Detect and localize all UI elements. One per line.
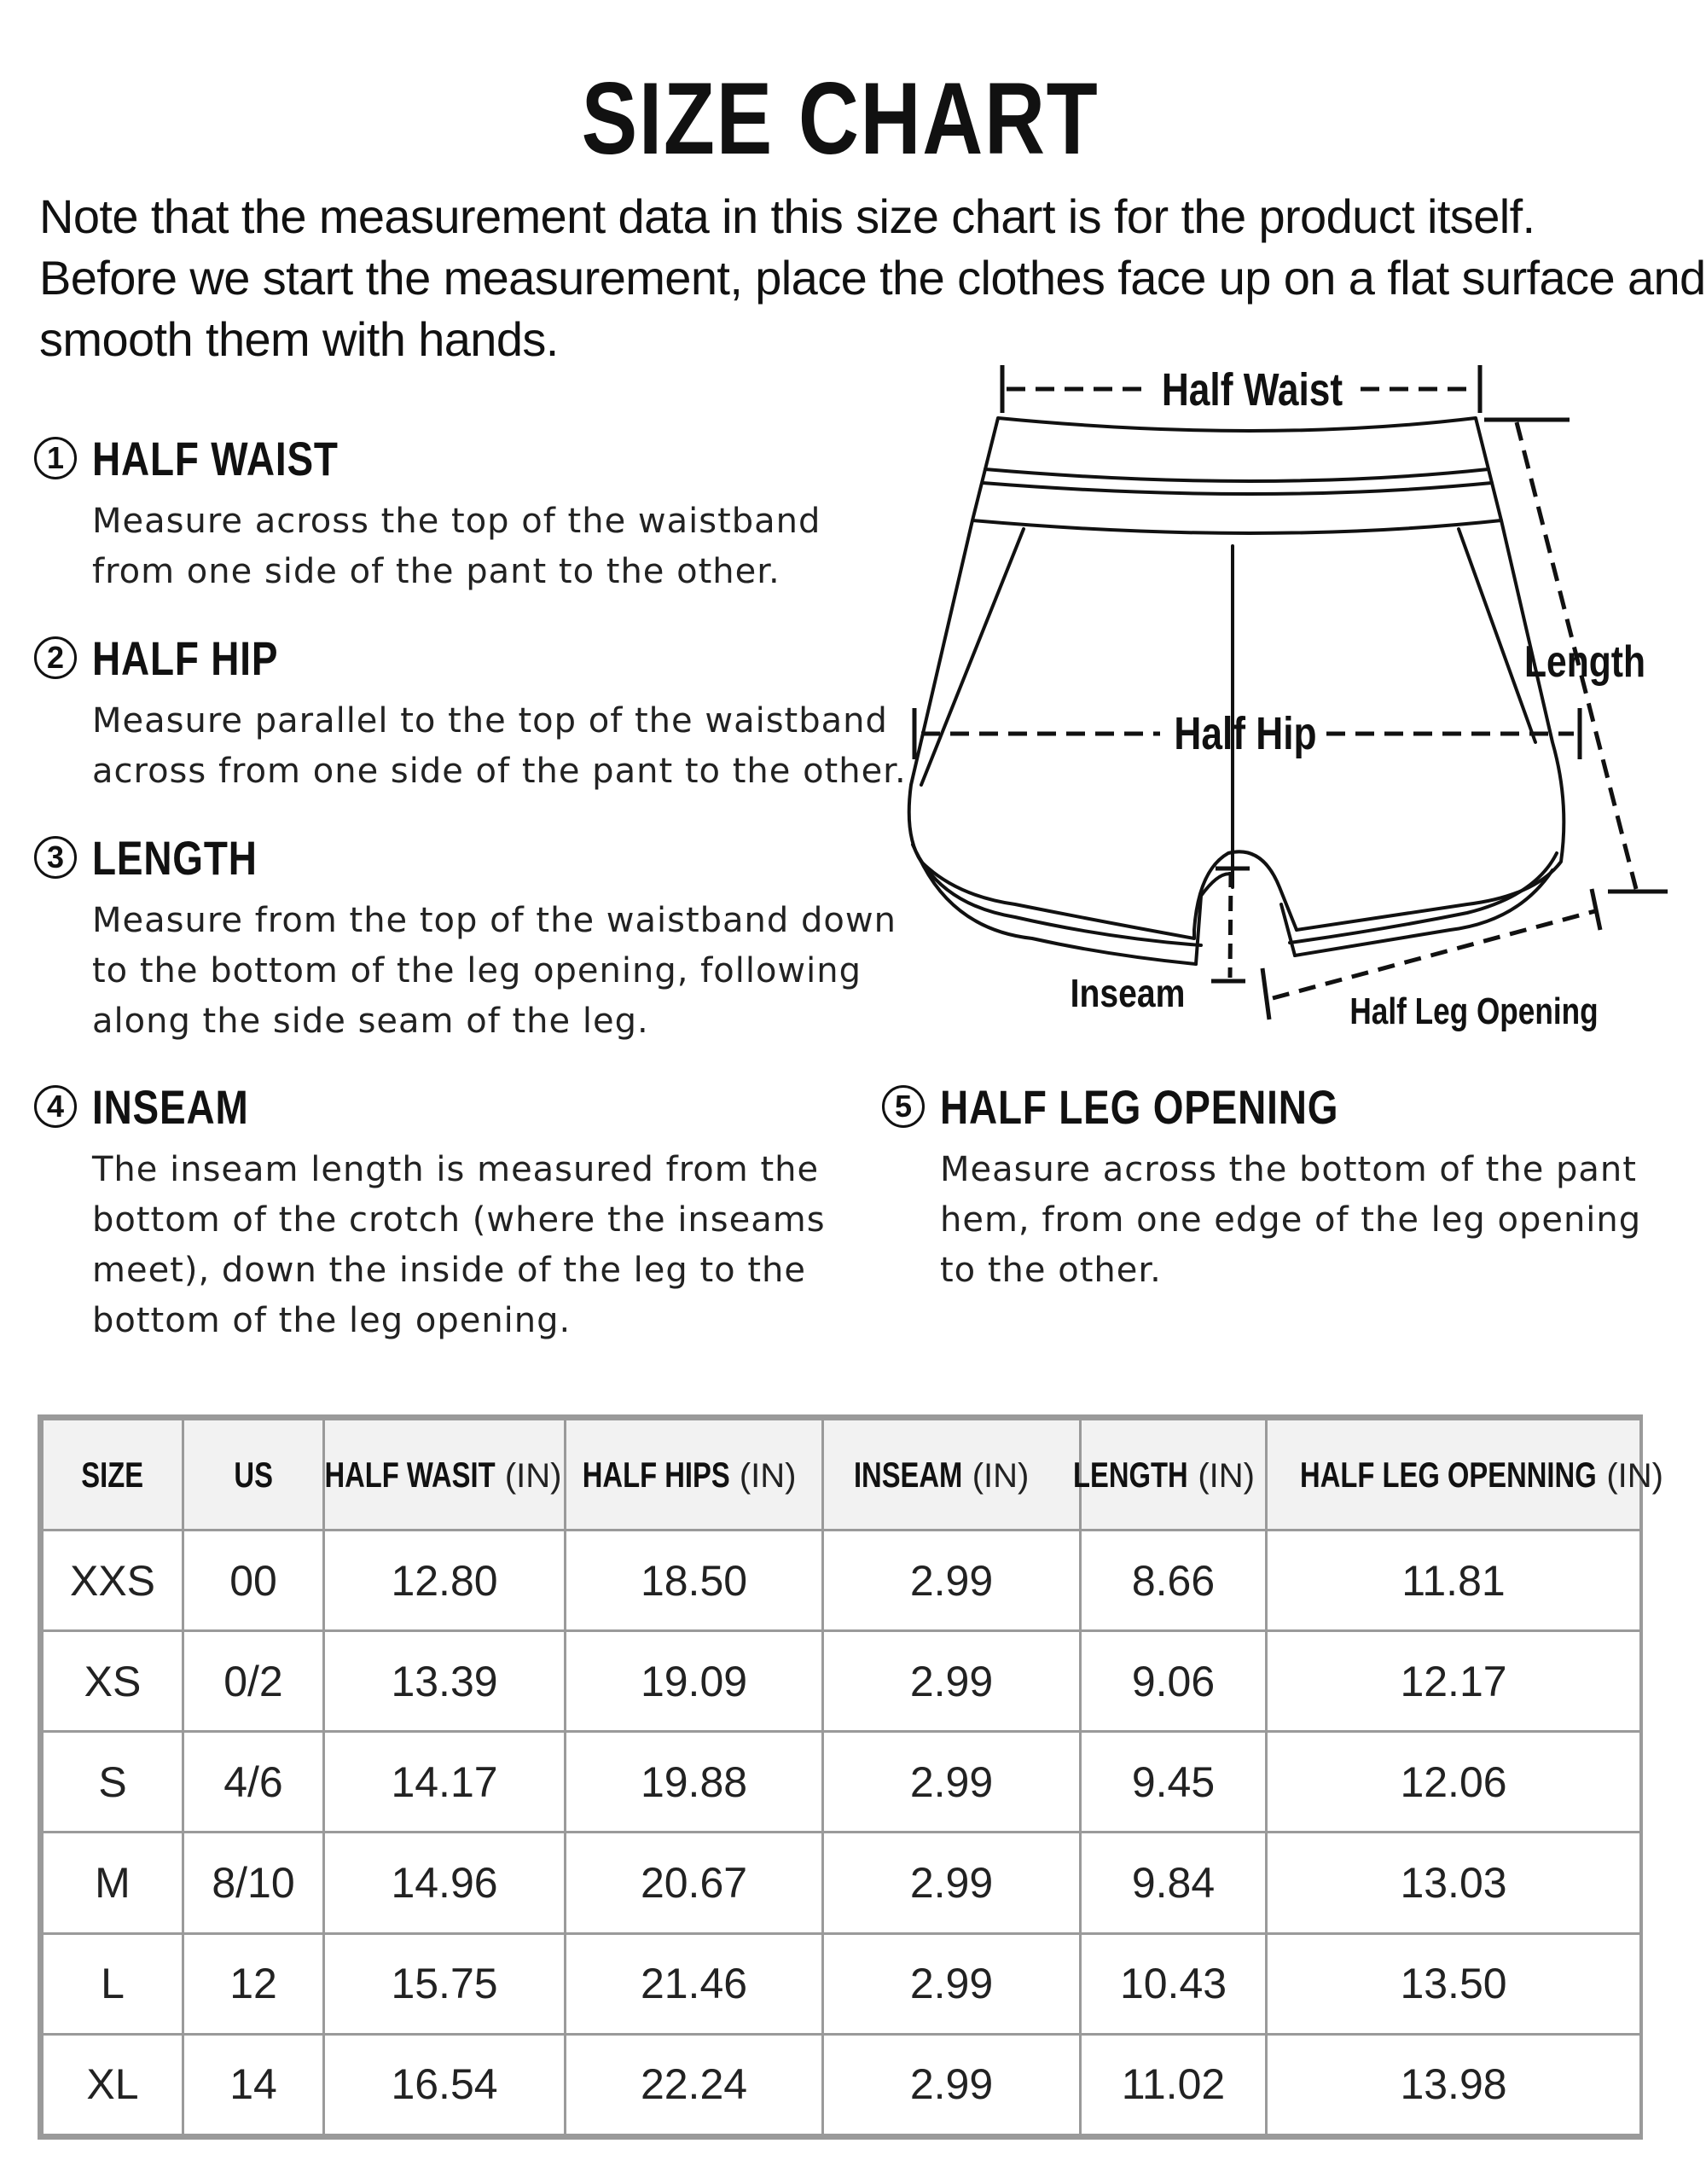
cell-us: 4/6 <box>183 1732 324 1833</box>
cell-length: 9.84 <box>1081 1833 1267 1933</box>
cell-us: 00 <box>183 1531 324 1631</box>
header-half-hips: HALF HIPS (IN) <box>566 1420 823 1531</box>
section-length <box>34 831 897 1047</box>
cell-half-hips: 19.88 <box>566 1732 823 1833</box>
table-row <box>43 2034 1641 2135</box>
cell-half-hips: 22.24 <box>566 2034 823 2135</box>
cell-us: 8/10 <box>183 1833 324 1933</box>
header-size: SIZE <box>43 1420 183 1531</box>
table-row <box>43 1933 1641 2034</box>
section-title: HALF WAIST <box>92 431 339 485</box>
hem-right-inner <box>1295 870 1552 956</box>
table-row <box>43 1833 1641 1933</box>
cell-half-waist: 14.17 <box>324 1732 566 1833</box>
cell-size: S <box>43 1732 183 1833</box>
section-title: LENGTH <box>92 830 258 885</box>
header-half-waist: HALF WASIT (IN) <box>324 1420 566 1531</box>
table-row <box>43 1631 1641 1732</box>
pocket-left <box>921 529 1024 785</box>
shorts-measurement-diagram <box>887 341 1655 1058</box>
number-badge: 1 <box>34 437 77 479</box>
section-line: hem, from one edge of the leg opening <box>940 1200 1642 1240</box>
label-inseam: Inseam <box>1070 972 1186 1016</box>
table-row <box>43 1732 1641 1833</box>
cell-length: 9.45 <box>1081 1732 1267 1833</box>
cell-size: XL <box>43 2034 183 2135</box>
cell-half-waist: 13.39 <box>324 1631 566 1732</box>
note-line: Before we start the measurement, place the clothes face up on a flat surface and <box>39 251 1706 305</box>
label-half-hip: Half Hip <box>1174 707 1317 760</box>
label-half-waist: Half Waist <box>1161 363 1343 416</box>
cell-size: XS <box>43 1631 183 1732</box>
cell-inseam: 2.99 <box>823 1833 1081 1933</box>
page-title: SIZE CHART <box>581 61 1100 176</box>
cell-length: 9.06 <box>1081 1631 1267 1732</box>
cell-us: 14 <box>183 2034 324 2135</box>
section-line: from one side of the pant to the other. <box>92 552 780 591</box>
cell-length: 11.02 <box>1081 2034 1267 2135</box>
cell-size: M <box>43 1833 183 1933</box>
cell-half-leg-opening: 13.50 <box>1267 1933 1641 2034</box>
cell-inseam: 2.99 <box>823 1631 1081 1732</box>
shorts-outline-left <box>909 520 1194 938</box>
cell-half-hips: 20.67 <box>566 1833 823 1933</box>
cell-half-leg-opening: 12.17 <box>1267 1631 1641 1732</box>
cell-half-waist: 16.54 <box>324 2034 566 2135</box>
section-half-leg-opening <box>882 1080 1641 1296</box>
table-header-row <box>43 1420 1641 1531</box>
label-length: Length <box>1523 637 1646 688</box>
section-line: The inseam length is measured from the <box>92 1150 820 1189</box>
section-line: to the other. <box>940 1251 1162 1290</box>
header-inseam: INSEAM (IN) <box>823 1420 1081 1531</box>
cell-inseam: 2.99 <box>823 1732 1081 1833</box>
section-line: bottom of the leg opening. <box>92 1301 572 1340</box>
shorts-outline-right <box>1297 520 1564 930</box>
cell-length: 8.66 <box>1081 1531 1267 1631</box>
cell-size: XXS <box>43 1531 183 1631</box>
section-line: across from one side of the pant to the other. <box>92 752 907 791</box>
header-us: US <box>183 1420 324 1531</box>
cell-half-hips: 18.50 <box>566 1531 823 1631</box>
cell-half-hips: 21.46 <box>566 1933 823 2034</box>
pocket-right <box>1459 529 1535 742</box>
section-line: Measure parallel to the top of the waistband <box>92 701 888 741</box>
waistband-stitch <box>983 483 1492 494</box>
table-row <box>43 1531 1641 1631</box>
size-table <box>38 1414 1663 2140</box>
section-line: to the bottom of the leg opening, following <box>92 951 862 990</box>
cell-inseam: 2.99 <box>823 1531 1081 1631</box>
cell-half-waist: 15.75 <box>324 1933 566 2034</box>
cell-half-leg-opening: 13.03 <box>1267 1833 1641 1933</box>
section-line: along the side seam of the leg. <box>92 1002 649 1041</box>
number-badge: 2 <box>34 636 77 679</box>
hem-right <box>1290 853 1557 943</box>
header-half-leg-opening: HALF LEG OPENNING (IN) <box>1267 1420 1641 1531</box>
cell-length: 10.43 <box>1081 1933 1267 2034</box>
number-badge: 4 <box>34 1085 77 1128</box>
cell-inseam: 2.99 <box>823 2034 1081 2135</box>
header-length: LENGTH (IN) <box>1081 1420 1267 1531</box>
section-inseam <box>34 1080 826 1346</box>
cell-inseam: 2.99 <box>823 1933 1081 2034</box>
cell-half-leg-opening: 13.98 <box>1267 2034 1641 2135</box>
note-line: Note that the measurement data in this size chart is for the product itself. <box>39 189 1535 243</box>
note-line: smooth them with hands. <box>39 312 559 366</box>
section-title: INSEAM <box>92 1079 249 1134</box>
cell-us: 0/2 <box>183 1631 324 1732</box>
section-half-hip <box>34 631 907 797</box>
section-line: Measure across the top of the waistband <box>92 502 821 541</box>
crotch-curve <box>1194 851 1297 930</box>
cell-half-waist: 14.96 <box>324 1833 566 1933</box>
section-half-waist <box>34 432 821 597</box>
cell-half-hips: 19.09 <box>566 1631 823 1732</box>
cell-half-waist: 12.80 <box>324 1531 566 1631</box>
label-half-leg-opening: Half Leg Opening <box>1349 990 1599 1032</box>
section-title: HALF HIP <box>92 630 279 685</box>
cell-size: L <box>43 1933 183 2034</box>
section-line: Measure from the top of the waistband down <box>92 901 897 940</box>
section-line: Measure across the bottom of the pant <box>940 1150 1637 1189</box>
cell-half-leg-opening: 11.81 <box>1267 1531 1641 1631</box>
section-line: meet), down the inside of the leg to the <box>92 1251 807 1290</box>
cell-half-leg-opening: 12.06 <box>1267 1732 1641 1833</box>
section-title: HALF LEG OPENING <box>940 1079 1339 1134</box>
number-badge: 5 <box>882 1085 925 1128</box>
cell-us: 12 <box>183 1933 324 2034</box>
section-line: bottom of the crotch (where the inseams <box>92 1200 826 1240</box>
waistband-stitch <box>985 469 1488 481</box>
number-badge: 3 <box>34 836 77 879</box>
